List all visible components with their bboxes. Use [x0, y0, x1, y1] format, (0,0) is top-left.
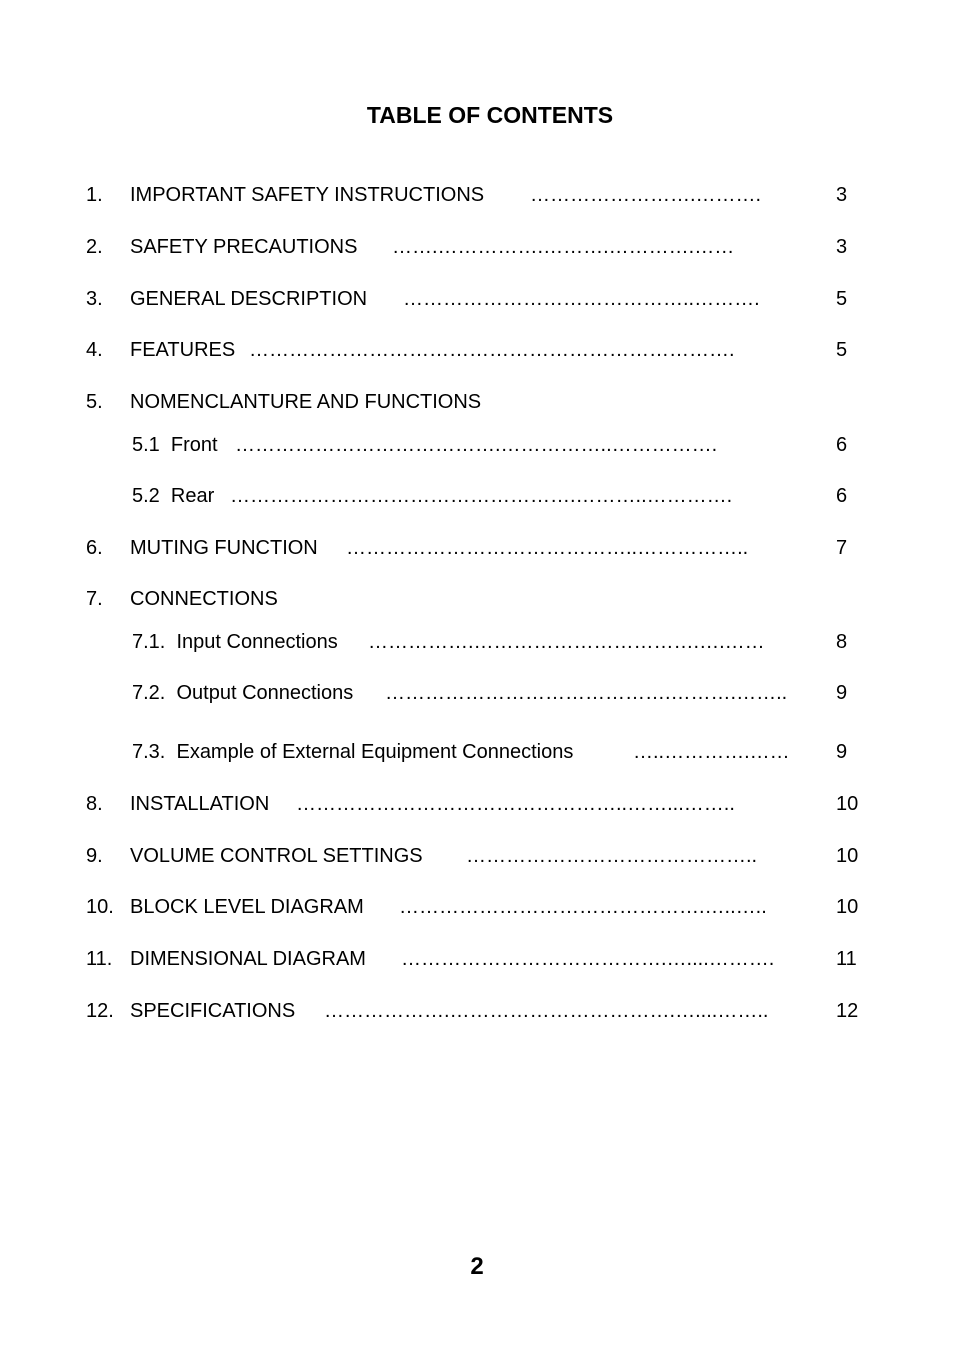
- toc-entry-page: 8: [836, 631, 848, 653]
- toc-entry-page: 10: [836, 845, 859, 867]
- toc-entry-page: 7: [836, 537, 848, 559]
- toc-entry-leader: …………………………………………..……...……..: [296, 793, 735, 815]
- toc-entry-leader: ……………………………………………………………….: [249, 339, 735, 361]
- toc-entry-label: BLOCK LEVEL DIAGRAM: [130, 896, 364, 918]
- toc-entry-leader: ………………………………….…....……….: [401, 948, 775, 970]
- toc-entry-page: 6: [836, 485, 848, 507]
- toc-entry-label: 5.2 Rear: [132, 485, 215, 507]
- toc-entry-leader: ………………………………….……………..…………….: [235, 434, 718, 456]
- toc-entry-label: 7.3. Example of External Equipment Connections: [132, 741, 574, 763]
- toc-entry-page: 9: [836, 741, 848, 763]
- toc-title: TABLE OF CONTENTS: [366, 102, 614, 128]
- toc-entry-number: 8.: [86, 793, 103, 815]
- toc-entry-number: 4.: [86, 339, 103, 361]
- toc-entry-label: VOLUME CONTROL SETTINGS: [130, 845, 423, 867]
- toc-entry-leader: …………………………………………….………..………….: [230, 485, 733, 507]
- toc-entry-page: 10: [836, 896, 859, 918]
- toc-entry-number: 7.: [86, 588, 103, 610]
- toc-entry-page: 10: [836, 793, 859, 815]
- toc-entry-page: 5: [836, 339, 848, 361]
- toc-entry-number: 5.: [86, 391, 103, 413]
- toc-entry-label: FEATURES: [130, 339, 236, 361]
- toc-entry-page: 9: [836, 682, 848, 704]
- toc-entry-label: IMPORTANT SAFETY INSTRUCTIONS: [130, 184, 485, 206]
- toc-entry-number: 12.: [86, 1000, 114, 1022]
- toc-entry-label: MUTING FUNCTION: [130, 537, 318, 559]
- toc-entry-label: GENERAL DESCRIPTION: [130, 288, 368, 310]
- toc-entry-label: 7.2. Output Connections: [132, 682, 354, 704]
- toc-entry-label: SAFETY PRECAUTIONS: [130, 236, 358, 258]
- toc-entry-number: 10.: [86, 896, 114, 918]
- toc-entry-leader: ……………………………………….…..…..: [399, 896, 767, 918]
- toc-entry-number: 2.: [86, 236, 103, 258]
- toc-entry-label: 5.1 Front: [132, 434, 218, 456]
- toc-entry-page: 3: [836, 184, 848, 206]
- toc-entry-number: 3.: [86, 288, 103, 310]
- toc-entry-page: 12: [836, 1000, 859, 1022]
- toc-section-heading: CONNECTIONS: [130, 588, 278, 610]
- toc-entry-leader: …..………….……: [633, 741, 790, 763]
- toc-entry-page: 11: [836, 948, 857, 970]
- toc-entry-leader: ……………………………………..……………..: [346, 537, 749, 559]
- toc-entry-leader: …………………………………….……….……..: [385, 682, 788, 704]
- toc-entry-number: 9.: [86, 845, 103, 867]
- toc-section-heading: NOMENCLANTURE AND FUNCTIONS: [130, 391, 482, 413]
- toc-entry-leader: ……………………………………..: [466, 845, 758, 867]
- toc-entry-page: 3: [836, 236, 848, 258]
- page-number: 2: [470, 1253, 484, 1280]
- toc-entry-label: SPECIFICATIONS: [130, 1000, 296, 1022]
- toc-entry-number: 11.: [86, 948, 113, 970]
- toc-entry-label: 7.1. Input Connections: [132, 631, 338, 653]
- toc-entry-label: DIMENSIONAL DIAGRAM: [130, 948, 366, 970]
- toc-entry-leader: ……………….…………………………….…....……..: [324, 1000, 769, 1022]
- toc-entry-leader: …………………….……….: [530, 184, 762, 206]
- toc-entry-label: INSTALLATION: [130, 793, 270, 815]
- toc-entry-leader: ……………………………………..……….: [403, 288, 760, 310]
- toc-entry-number: 6.: [86, 537, 103, 559]
- toc-entry-page: 6: [836, 434, 848, 456]
- toc-entry-page: 5: [836, 288, 848, 310]
- toc-entry-leader: …….…………….……….………….……: [392, 236, 735, 258]
- toc-entry-leader: …………….…………………………….….……: [368, 631, 765, 653]
- toc-entry-number: 1.: [86, 184, 103, 206]
